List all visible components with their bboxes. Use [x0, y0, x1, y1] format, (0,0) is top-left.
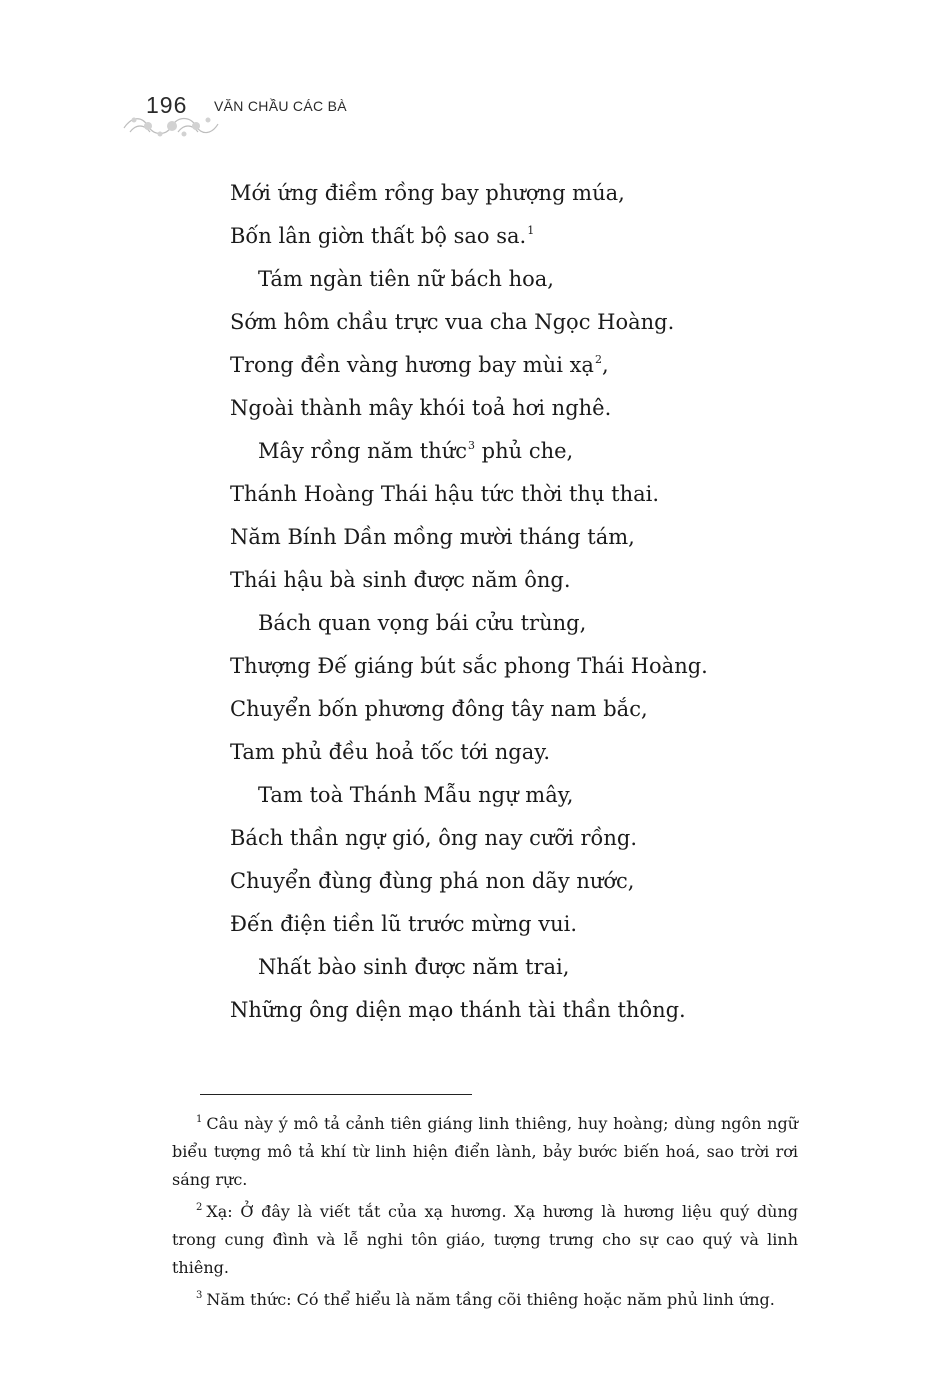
poem-line: Những ông diện mạo thánh tài thần thông.	[230, 998, 686, 1022]
poem-line: Sớm hôm chầu trực vua cha Ngọc Hoàng.	[230, 310, 675, 334]
footnote: $^2$ Xạ: Ở đây là viết tắt của xạ hương. Xạ hương là hương liệu quý dùng trong cung đình và lễ nghi tôn giáo, tượng trưng cho sự cao quý và linh thiêng.	[172, 1202, 798, 1277]
poem-line: Trong đền vàng hương bay mùi xạ$^2$,	[230, 353, 609, 377]
poem-line: Mới ứng điềm rồng bay phượng múa,	[230, 181, 625, 205]
footnotes	[172, 1110, 798, 1318]
poem-body	[230, 172, 850, 1032]
poem-line: Bốn lân giờn thất bộ sao sa.$^1$	[230, 224, 535, 248]
page-number: 196	[146, 92, 188, 118]
footnote-divider	[200, 1094, 472, 1095]
poem-line: Đến điện tiền lũ trước mừng vui.	[230, 912, 577, 936]
poem-line: Mây rồng năm thức$^3$ phủ che,	[258, 439, 574, 463]
poem-line: Tám ngàn tiên nữ bách hoa,	[258, 267, 554, 291]
footnote-ref: 3	[467, 439, 475, 452]
page-header	[120, 92, 520, 142]
poem-line: Thánh Hoàng Thái hậu tức thời thụ thai.	[230, 482, 660, 506]
poem-line: Chuyển bốn phương đông tây nam bắc,	[230, 697, 648, 721]
poem-line: Bách thần ngự gió, ông nay cưỡi rồng.	[230, 826, 637, 850]
poem-line: Năm Bính Dần mồng mười tháng tám,	[230, 525, 635, 549]
poem-line: Nhất bào sinh được năm trai,	[258, 955, 570, 979]
footnote-ref: 2	[594, 353, 602, 366]
poem-line: Tam phủ đều hoả tốc tới ngay.	[230, 740, 551, 764]
poem-line: Chuyển đùng đùng phá non dãy nước,	[230, 869, 635, 893]
poem-line: Tam toà Thánh Mẫu ngự mây,	[258, 783, 574, 807]
poem-line: Thượng Đế giáng bút sắc phong Thái Hoàng.	[230, 654, 708, 678]
poem-line: Bách quan vọng bái cửu trùng,	[258, 611, 587, 635]
footnote: $^3$ Năm thức: Có thể hiểu là năm tầng cõi thiêng hoặc năm phủ linh ứng.	[196, 1290, 775, 1309]
poem-line: Ngoài thành mây khói toả hơi nghê.	[230, 396, 612, 420]
poem-line: Thái hậu bà sinh được năm ông.	[230, 568, 571, 592]
footnote: $^1$ Câu này ý mô tả cảnh tiên giáng linh thiêng, huy hoàng; dùng ngôn ngữ biểu tượng mô tả khí từ linh hiện điển lành, bảy bước biến hoá, sao trời rơi sáng rực.	[172, 1114, 798, 1189]
running-title: VĂN CHẦU CÁC BÀ	[214, 98, 347, 114]
footnote-ref: 1	[527, 224, 535, 237]
